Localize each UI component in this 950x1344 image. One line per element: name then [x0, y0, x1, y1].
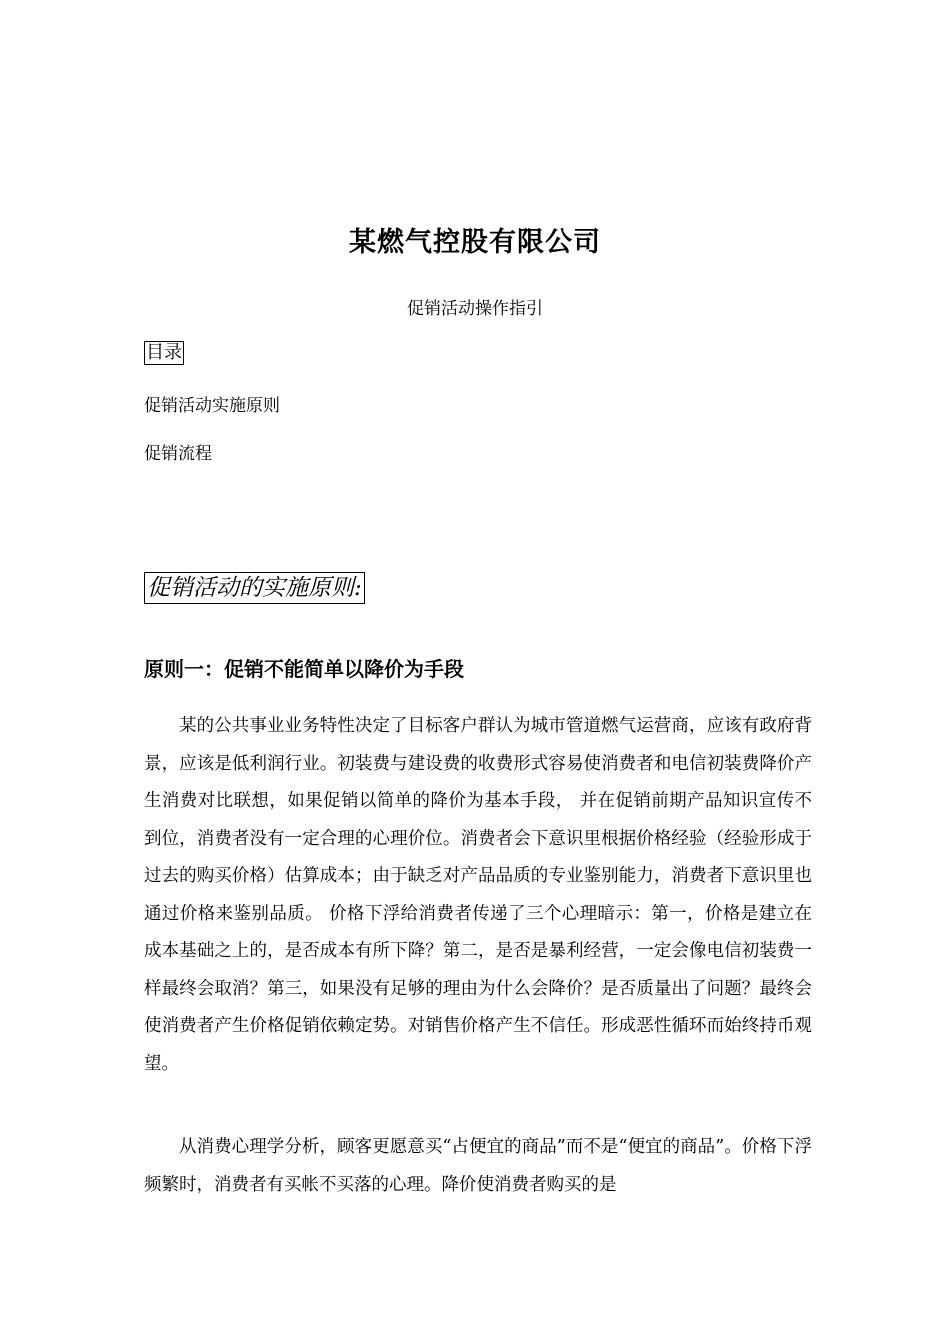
- principle-heading: 原则一：促销不能简单以降价为手段: [144, 657, 464, 681]
- toc-heading: 目录: [146, 342, 182, 363]
- document-subtitle: 促销活动操作指引: [407, 299, 543, 319]
- section-heading: 促销活动的实施原则:: [144, 572, 365, 604]
- body-paragraph: 某的公共事业业务特性决定了目标客户群认为城市管道燃气运营商，应该有政府背景，应该是低利润行业。初装费与建设费的收费形式容易使消费者和电信初装费降价产生消费对比联想，如果促销以简单的降价为基本手段， 并在促销前期产品知识宣传不到位，消费者没有一定合理的心理价位。消费者会下意识里根据价格经验（经验形成于过去的购买价格）估算成本；由于缺乏对产品品质的专业鉴别能力，消费者下意识里也通过价格来鉴别品质。 价格下浮给消费者传递了三个心理暗示：第一，价格是建立在成本基础之上的，是否成本有所下降？第二，是否是暴利经营，一定会像电信初装费一样最终会取消？第三，如果没有足够的理由为什么会降价？是否质量出了问题？最终会使消费者产生价格促销依赖定势。对销售价格产生不信任。形成恶性循环而始终持币观望。: [144, 716, 812, 1074]
- body-paragraph: 从消费心理学分析，顾客更愿意买“占便宜的商品”而不是“便宜的商品”。价格下浮频繁时，消费者有买帐不买落的心理。降价使消费者购买的是: [144, 1137, 812, 1195]
- document-title: 某燃气控股有限公司: [349, 227, 601, 258]
- toc-item-principles: 促销活动实施原则: [144, 396, 280, 416]
- toc-item-process: 促销流程: [144, 444, 212, 464]
